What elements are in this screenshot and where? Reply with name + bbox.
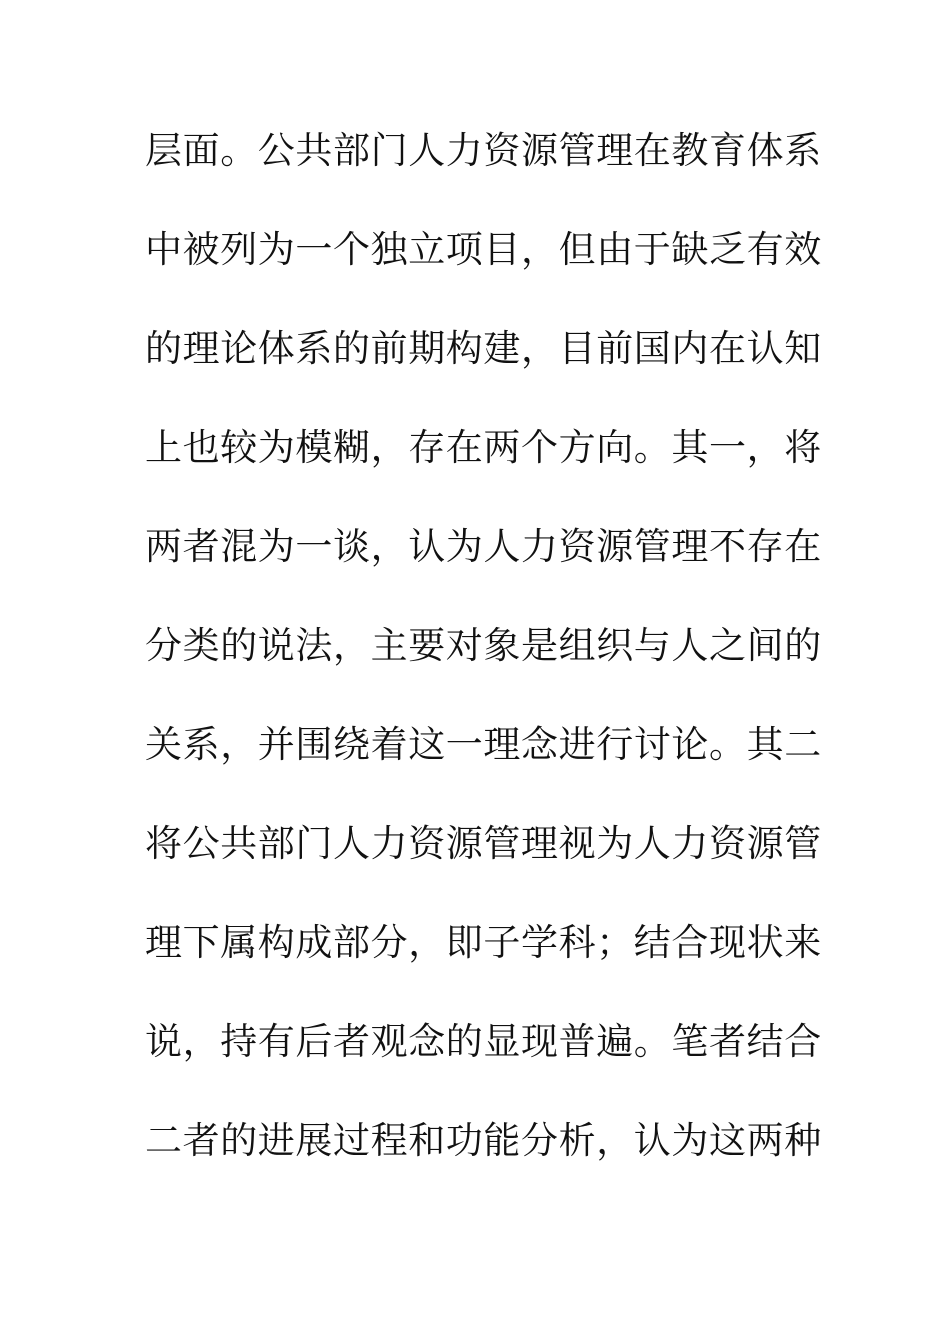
text-line: 理下属构成部分，即子学科；结合现状来	[145, 921, 822, 964]
text-line: 将公共部门人力资源管理视为人力资源管	[145, 822, 822, 865]
text-line: 上也较为模糊，存在两个方向。其一，将	[145, 426, 822, 469]
text-line: 两者混为一谈，认为人力资源管理不存在	[145, 525, 822, 568]
text-line: 二者的进展过程和功能分析，认为这两种	[145, 1119, 822, 1162]
text-line: 的理论体系的前期构建，目前国内在认知	[145, 327, 822, 370]
text-line: 层面。公共部门人力资源管理在教育体系	[145, 129, 822, 172]
text-line: 关系，并围绕着这一理念进行讨论。其二	[145, 723, 822, 766]
text-line: 说，持有后者观念的显现普遍。笔者结合	[145, 1020, 822, 1063]
text-line: 分类的说法，主要对象是组织与人之间的	[145, 624, 822, 667]
body-paragraph	[145, 118, 822, 1207]
text-line: 中被列为一个独立项目，但由于缺乏有效	[145, 228, 822, 271]
